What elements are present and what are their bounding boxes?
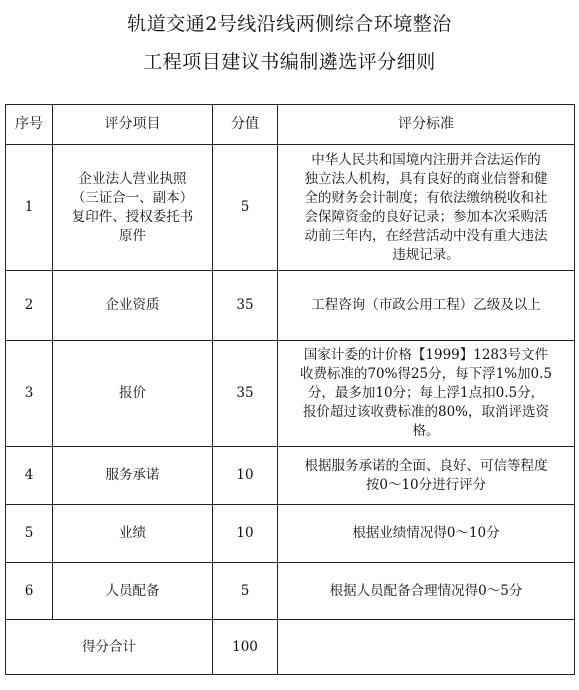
table-row bbox=[6, 341, 575, 447]
criteria-line: 独立法人机构，具有良好的商业信誉和健 bbox=[304, 170, 548, 187]
criteria-line: 按0～10分进行评分 bbox=[365, 476, 487, 493]
cell-criteria bbox=[278, 341, 575, 447]
criteria-line: 国家计委的计价格【1999】1283号文件 bbox=[303, 347, 549, 363]
cell-total-criteria bbox=[278, 620, 575, 675]
header-cell-score: 分值 bbox=[213, 105, 278, 145]
table-row bbox=[6, 145, 575, 271]
document-title-line-1: 轨道交通2号线沿线两侧综合环境整治 bbox=[127, 13, 452, 35]
header-cell-criteria: 评分标准 bbox=[278, 105, 575, 145]
criteria-line: 动前三年内，在经营活动中没有重大违法 bbox=[304, 227, 548, 244]
cell-score: 5 bbox=[213, 563, 278, 620]
cell-no: 3 bbox=[6, 341, 53, 447]
cell-criteria bbox=[278, 145, 575, 271]
cell-item bbox=[53, 145, 213, 271]
cell-criteria: 根据人员配备合理情况得0～5分 bbox=[278, 563, 575, 620]
cell-item: 报价 bbox=[53, 341, 213, 447]
cell-no: 1 bbox=[6, 145, 53, 271]
cell-score: 35 bbox=[213, 271, 278, 341]
header-cell-item: 评分项目 bbox=[53, 105, 213, 145]
document-title-line-2: 工程项目建议书编制遴选评分细则 bbox=[143, 51, 436, 73]
cell-item: 企业资质 bbox=[53, 271, 213, 341]
scoring-table bbox=[5, 104, 575, 675]
cell-item: 业绩 bbox=[53, 505, 213, 563]
cell-item-line: 企业法人营业执照 bbox=[78, 170, 187, 187]
criteria-line: 格。 bbox=[412, 423, 440, 439]
criteria-line: 违规记录。 bbox=[392, 246, 460, 263]
criteria-line: 收费标准的70%得25分，每下浮1%加0.5 bbox=[299, 366, 553, 382]
cell-item: 服务承诺 bbox=[53, 447, 213, 505]
cell-no: 2 bbox=[6, 271, 53, 341]
criteria-line: 全的财务会计制度；有依法缴纳税收和社 bbox=[304, 189, 548, 206]
criteria-line: 报价超过该收费标准的80%，取消评选资 bbox=[302, 404, 549, 420]
cell-criteria: 工程咨询（市政公用工程）乙级及以上 bbox=[278, 271, 575, 341]
table-row bbox=[6, 563, 575, 620]
cell-score: 35 bbox=[213, 341, 278, 447]
cell-item-line: （三证合一、副本） bbox=[71, 189, 194, 206]
cell-no: 4 bbox=[6, 447, 53, 505]
cell-item-line: 复印件、授权委托书 bbox=[71, 208, 194, 225]
table-total-row bbox=[6, 620, 575, 675]
header-cell-no: 序号 bbox=[6, 105, 53, 145]
cell-score: 5 bbox=[213, 145, 278, 271]
cell-item: 人员配备 bbox=[53, 563, 213, 620]
cell-no: 5 bbox=[6, 505, 53, 563]
table-row bbox=[6, 447, 575, 505]
cell-total-score: 100 bbox=[213, 620, 278, 675]
criteria-line: 分，最多加10分；每上浮1点扣0.5分， bbox=[307, 385, 545, 401]
cell-score: 10 bbox=[213, 505, 278, 563]
criteria-line: 根据服务承诺的全面、良好、可信等程度 bbox=[304, 457, 548, 474]
cell-criteria: 根据业绩情况得0～10分 bbox=[278, 505, 575, 563]
cell-no: 6 bbox=[6, 563, 53, 620]
criteria-line: 中华人民共和国境内注册并合法运作的 bbox=[311, 151, 541, 168]
cell-total-label: 得分合计 bbox=[6, 620, 213, 675]
table-row bbox=[6, 271, 575, 341]
table-row bbox=[6, 505, 575, 563]
cell-criteria bbox=[278, 447, 575, 505]
criteria-line: 会保障资金的良好记录；参加本次采购活 bbox=[304, 208, 548, 225]
cell-item-line: 原件 bbox=[119, 227, 146, 244]
cell-score: 10 bbox=[213, 447, 278, 505]
table-header-row bbox=[6, 105, 575, 145]
